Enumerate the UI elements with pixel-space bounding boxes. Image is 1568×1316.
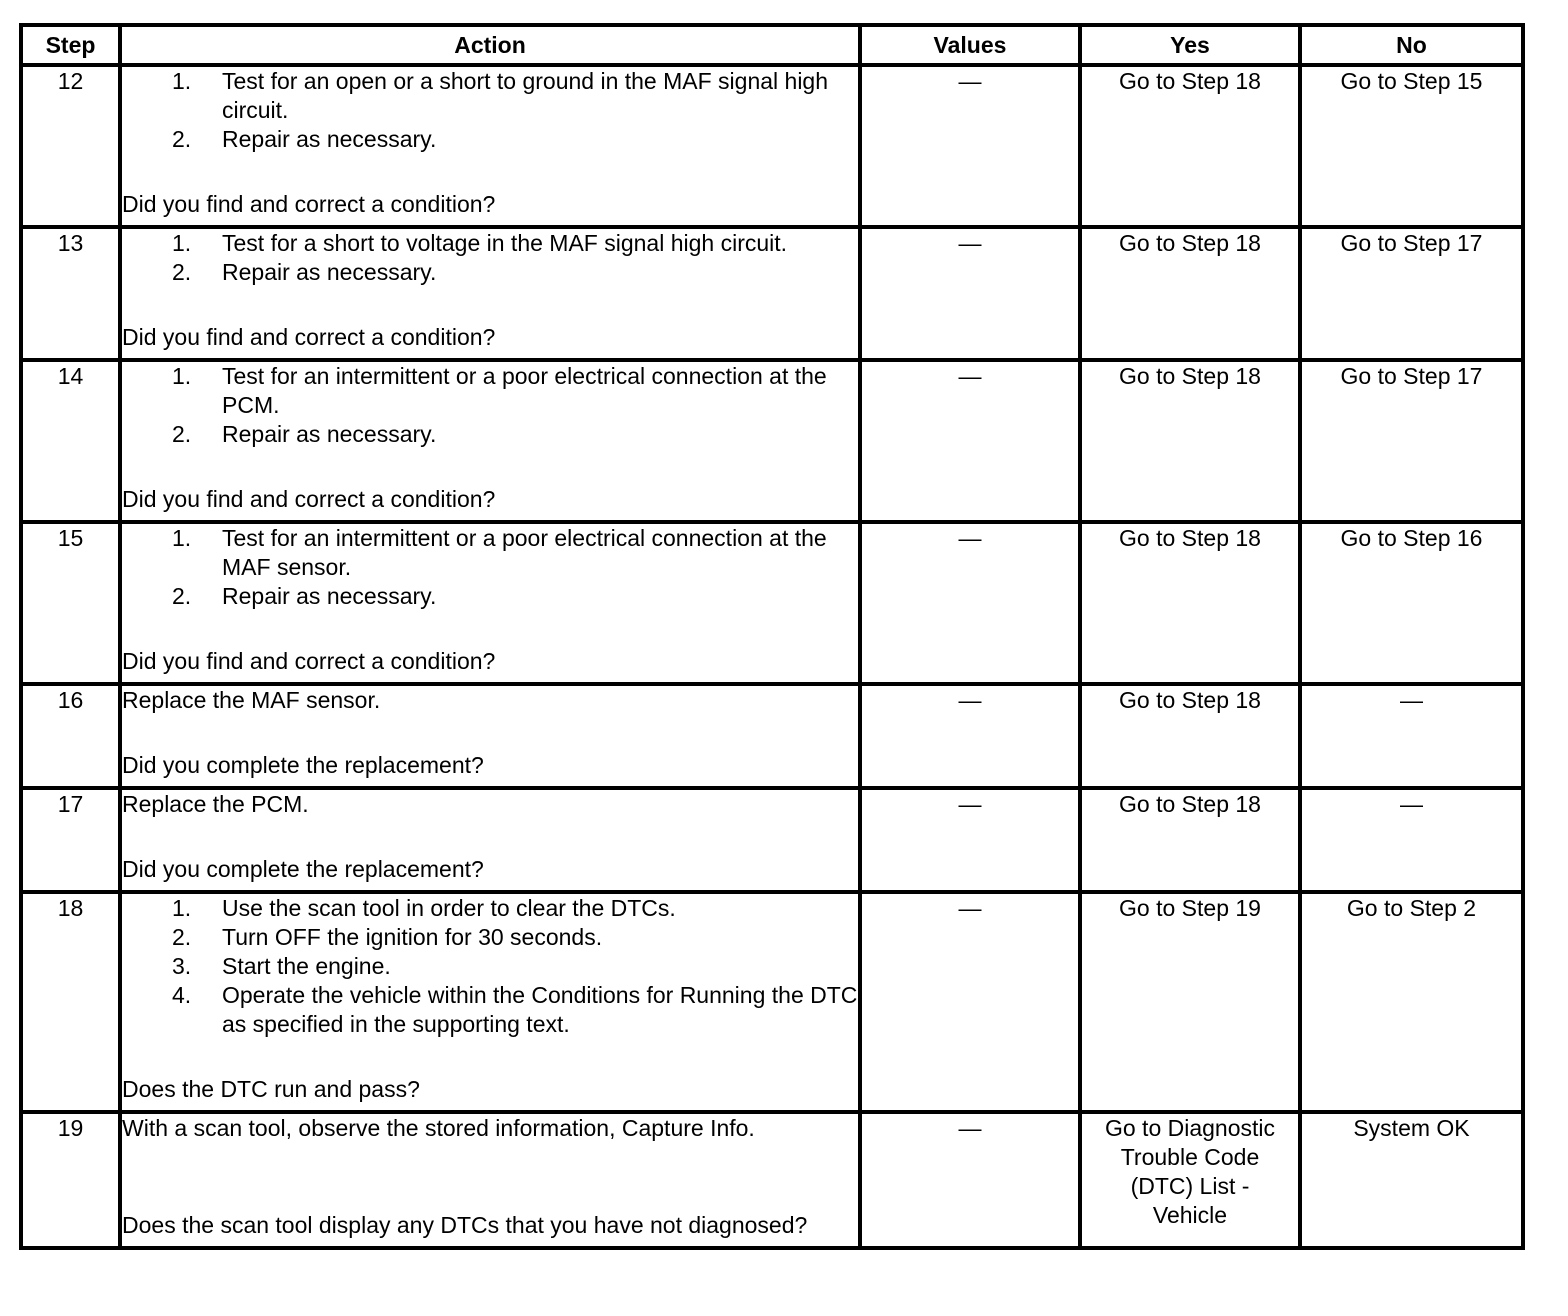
action-cell <box>120 788 860 892</box>
action-question: Did you find and correct a condition? <box>122 648 496 674</box>
no-cell: Go to Step 17 <box>1300 227 1523 360</box>
action-step-text: Turn OFF the ignition for 30 seconds. <box>222 924 603 950</box>
values-cell: — <box>860 227 1080 360</box>
step-number: 12 <box>21 65 120 227</box>
action-question: Did you complete the replacement? <box>122 752 484 778</box>
action-step-text: Repair as necessary. <box>222 421 437 447</box>
action-steps-list <box>122 894 858 1039</box>
action-step-item <box>122 524 858 582</box>
no-cell: Go to Step 17 <box>1300 360 1523 522</box>
action-step-item <box>122 229 858 258</box>
action-instructions <box>122 67 858 154</box>
action-step-text: Test for an intermittent or a poor electrical connection at the MAF sensor. <box>222 525 827 580</box>
table-row <box>21 892 1523 1112</box>
no-cell: — <box>1300 788 1523 892</box>
action-instructions <box>122 1114 858 1143</box>
action-question: Does the DTC run and pass? <box>122 1076 420 1102</box>
action-step-text: Repair as necessary. <box>222 126 437 152</box>
action-step-number: 1. <box>172 230 192 256</box>
action-step-number: 4. <box>172 982 192 1008</box>
action-question: Did you find and correct a condition? <box>122 486 496 512</box>
action-content <box>122 229 858 352</box>
action-intro: With a scan tool, observe the stored information, Capture Info. <box>122 1115 755 1141</box>
action-step-item <box>122 362 858 420</box>
yes-cell: Go to Step 19 <box>1080 892 1300 1112</box>
header-step: Step <box>21 25 120 65</box>
action-step-text: Test for an open or a short to ground in the MAF signal high circuit. <box>222 68 829 123</box>
action-cell <box>120 1112 860 1248</box>
header-values: Values <box>860 25 1080 65</box>
action-content <box>122 1114 858 1240</box>
action-step-text: Operate the vehicle within the Conditions for Running the DTC as specified in the supporting text. <box>222 982 858 1037</box>
values-cell: — <box>860 892 1080 1112</box>
table-row <box>21 788 1523 892</box>
action-content <box>122 67 858 219</box>
action-step-text: Repair as necessary. <box>222 583 437 609</box>
no-cell: Go to Step 16 <box>1300 522 1523 684</box>
action-cell <box>120 360 860 522</box>
header-action: Action <box>120 25 860 65</box>
action-step-text: Test for a short to voltage in the MAF signal high circuit. <box>222 230 788 256</box>
action-step-item <box>122 894 858 923</box>
action-step-text: Use the scan tool in order to clear the DTCs. <box>222 895 676 921</box>
action-step-number: 2. <box>172 583 192 609</box>
step-number: 15 <box>21 522 120 684</box>
no-cell: Go to Step 15 <box>1300 65 1523 227</box>
action-step-number: 1. <box>172 363 192 389</box>
action-instructions <box>122 524 858 611</box>
action-instructions <box>122 790 858 819</box>
action-cell <box>120 65 860 227</box>
table-row <box>21 522 1523 684</box>
no-cell: System OK <box>1300 1112 1523 1248</box>
header-yes: Yes <box>1080 25 1300 65</box>
step-number: 17 <box>21 788 120 892</box>
header-row <box>21 25 1523 65</box>
yes-cell: Go to Step 18 <box>1080 65 1300 227</box>
action-step-number: 2. <box>172 421 192 447</box>
table-row <box>21 65 1523 227</box>
table-row <box>21 227 1523 360</box>
yes-cell: Go to Step 18 <box>1080 684 1300 788</box>
action-step-item <box>122 258 858 287</box>
action-content <box>122 686 858 780</box>
action-content <box>122 362 858 514</box>
table-body <box>21 65 1523 1248</box>
action-step-item <box>122 125 858 154</box>
action-cell <box>120 684 860 788</box>
action-step-number: 2. <box>172 126 192 152</box>
yes-cell: Go to Step 18 <box>1080 788 1300 892</box>
header-no: No <box>1300 25 1523 65</box>
step-number: 18 <box>21 892 120 1112</box>
action-question: Did you find and correct a condition? <box>122 324 496 350</box>
no-cell: Go to Step 2 <box>1300 892 1523 1112</box>
no-cell: — <box>1300 684 1523 788</box>
action-steps-list <box>122 229 858 287</box>
action-step-number: 1. <box>172 895 192 921</box>
action-steps-list <box>122 362 858 449</box>
values-cell: — <box>860 522 1080 684</box>
action-question: Did you find and correct a condition? <box>122 191 496 217</box>
action-intro: Replace the MAF sensor. <box>122 687 381 713</box>
action-step-item <box>122 582 858 611</box>
action-step-number: 1. <box>172 525 192 551</box>
values-cell: — <box>860 65 1080 227</box>
yes-cell: Go to Step 18 <box>1080 522 1300 684</box>
action-cell <box>120 227 860 360</box>
table-row <box>21 1112 1523 1248</box>
yes-cell: Go to Step 18 <box>1080 227 1300 360</box>
action-step-number: 3. <box>172 953 192 979</box>
action-step-number: 2. <box>172 259 192 285</box>
action-step-number: 1. <box>172 68 192 94</box>
action-instructions <box>122 229 858 287</box>
action-step-text: Start the engine. <box>222 953 391 979</box>
action-cell <box>120 522 860 684</box>
values-cell: — <box>860 684 1080 788</box>
action-step-item <box>122 923 858 952</box>
step-number: 16 <box>21 684 120 788</box>
values-cell: — <box>860 1112 1080 1248</box>
action-step-item <box>122 981 858 1039</box>
action-step-text: Repair as necessary. <box>222 259 437 285</box>
action-instructions <box>122 894 858 1039</box>
table-row <box>21 684 1523 788</box>
action-steps-list <box>122 524 858 611</box>
values-cell: — <box>860 788 1080 892</box>
action-instructions <box>122 362 858 449</box>
step-number: 14 <box>21 360 120 522</box>
yes-cell: Go to Diagnostic Trouble Code (DTC) List - Vehicle <box>1080 1112 1300 1248</box>
step-number: 19 <box>21 1112 120 1248</box>
step-number: 13 <box>21 227 120 360</box>
action-step-number: 2. <box>172 924 192 950</box>
yes-cell: Go to Step 18 <box>1080 360 1300 522</box>
action-step-item <box>122 420 858 449</box>
action-content <box>122 524 858 676</box>
action-step-text: Test for an intermittent or a poor electrical connection at the PCM. <box>222 363 827 418</box>
values-cell: — <box>860 360 1080 522</box>
diagnostic-table <box>19 23 1525 1250</box>
table-row <box>21 360 1523 522</box>
action-step-item <box>122 67 858 125</box>
action-question: Does the scan tool display any DTCs that you have not diagnosed? <box>122 1212 808 1238</box>
action-step-item <box>122 952 858 981</box>
action-intro: Replace the PCM. <box>122 791 309 817</box>
action-question: Did you complete the replacement? <box>122 856 484 882</box>
action-content <box>122 894 858 1104</box>
action-steps-list <box>122 67 858 154</box>
action-cell <box>120 892 860 1112</box>
action-content <box>122 790 858 884</box>
action-instructions <box>122 686 858 715</box>
